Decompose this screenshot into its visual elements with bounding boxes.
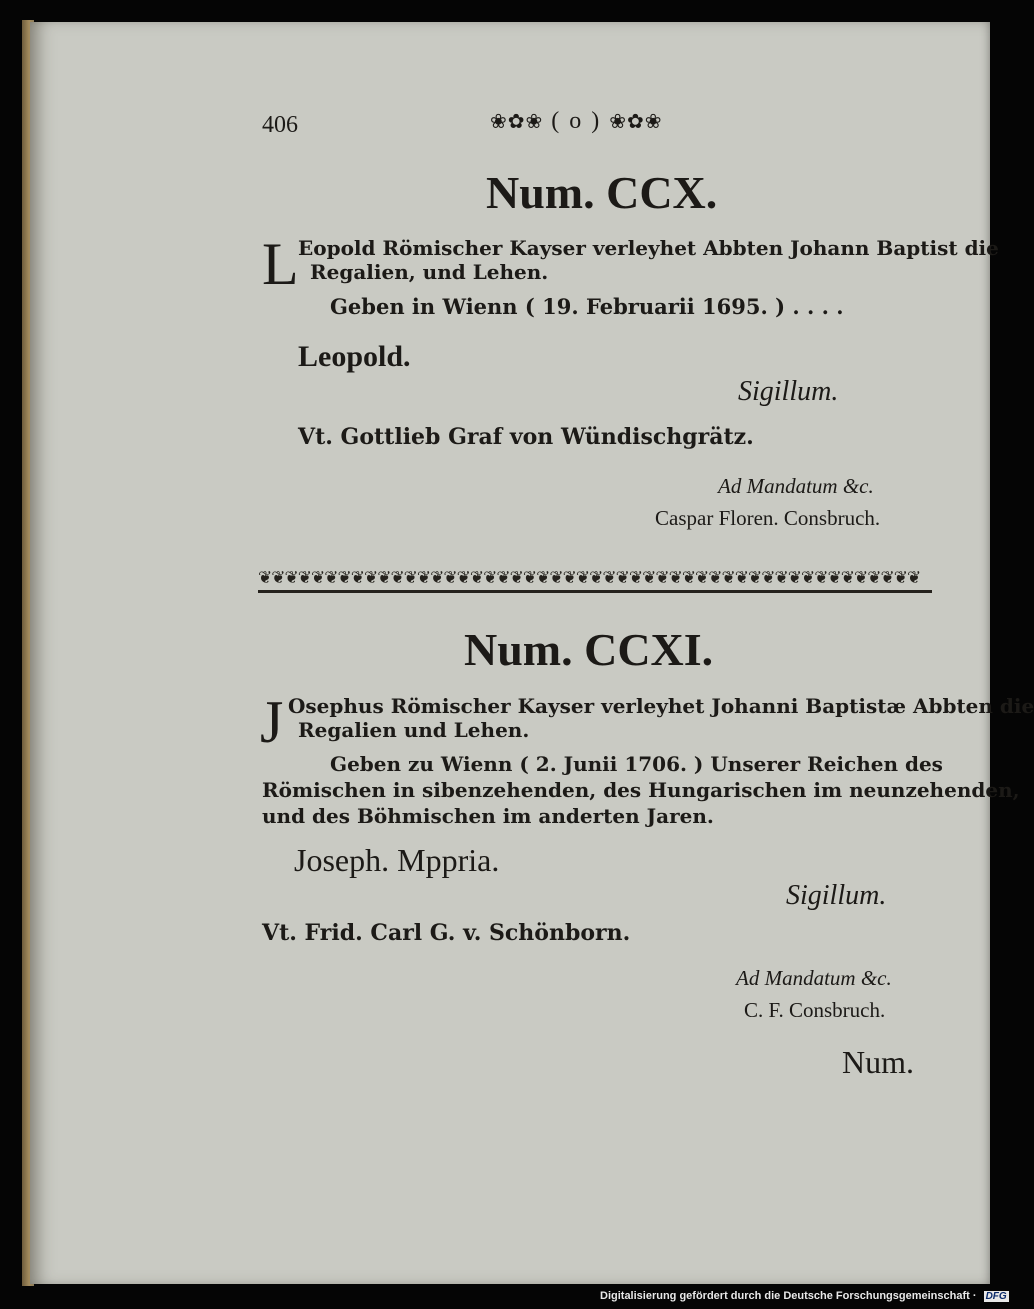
countersignature: Vt. Gottlieb Graf von Wündischgrätz. — [298, 424, 754, 450]
issue-date-line: Geben zu Wienn ( 2. Junii 1706. ) Unserer Reichen des — [330, 752, 943, 776]
header-ornament — [490, 108, 663, 135]
mandate-note: Ad Mandatum &c. — [718, 474, 874, 498]
body-line: und des Böhmischen im anderten Jaren. — [262, 804, 714, 828]
body-line: Regalien, und Lehen. — [310, 260, 549, 284]
ornament-center: ( o ) — [551, 108, 602, 134]
ornament-right-icon: ❀✿❀ — [609, 111, 663, 133]
document-heading-ccx: Num. CCX. — [486, 167, 718, 218]
drop-initial: L — [262, 231, 299, 297]
body-line: Regalien und Lehen. — [298, 718, 530, 742]
ornament-left-icon: ❀✿❀ — [490, 111, 544, 133]
dfg-logo: DFG — [985, 1291, 1007, 1302]
funding-credit — [600, 1290, 1009, 1302]
seal-label: Sigillum. — [786, 880, 887, 911]
seal-label: Sigillum. — [738, 376, 839, 407]
emperor-signature: Leopold. — [298, 340, 411, 373]
emperor-signature: Joseph. Mppria. — [294, 842, 500, 878]
mandate-note: Ad Mandatum &c. — [736, 966, 892, 990]
funding-credit-text: Digitalisierung gefördert durch die Deutsche Forschungsgemeinschaft · — [600, 1290, 977, 1302]
body-line: Römischen in sibenzehenden, des Hungarischen im neunzehenden, — [262, 778, 1020, 802]
body-line: Eopold Römischer Kayser verleyhet Abbten Johann Baptist die — [298, 236, 999, 260]
page-number: 406 — [262, 112, 298, 138]
secretary-name: Caspar Floren. Consbruch. — [655, 506, 881, 530]
divider-ornament-icon: ❦❦❦❦❦❦❦❦❦❦❦❦❦❦❦❦❦❦❦❦❦❦❦❦❦❦❦❦❦❦❦❦❦❦❦❦❦❦❦❦❦❦❦❦❦❦❦❦❦❦ — [258, 568, 921, 587]
catchword: Num. — [842, 1044, 914, 1080]
document-heading-ccxi: Num. CCXI. — [464, 624, 714, 675]
ornamental-divider — [258, 566, 932, 596]
secretary-name: C. F. Consbruch. — [744, 998, 886, 1022]
issue-date-line: Geben in Wienn ( 19. Februarii 1695. ) . . . . — [330, 294, 844, 319]
countersignature: Vt. Frid. Carl G. v. Schönborn. — [262, 920, 631, 946]
divider-rule — [258, 590, 932, 593]
drop-initial: J — [260, 689, 284, 755]
body-line: Osephus Römischer Kayser verleyhet Johanni Baptistæ Abbten die — [288, 694, 1034, 718]
